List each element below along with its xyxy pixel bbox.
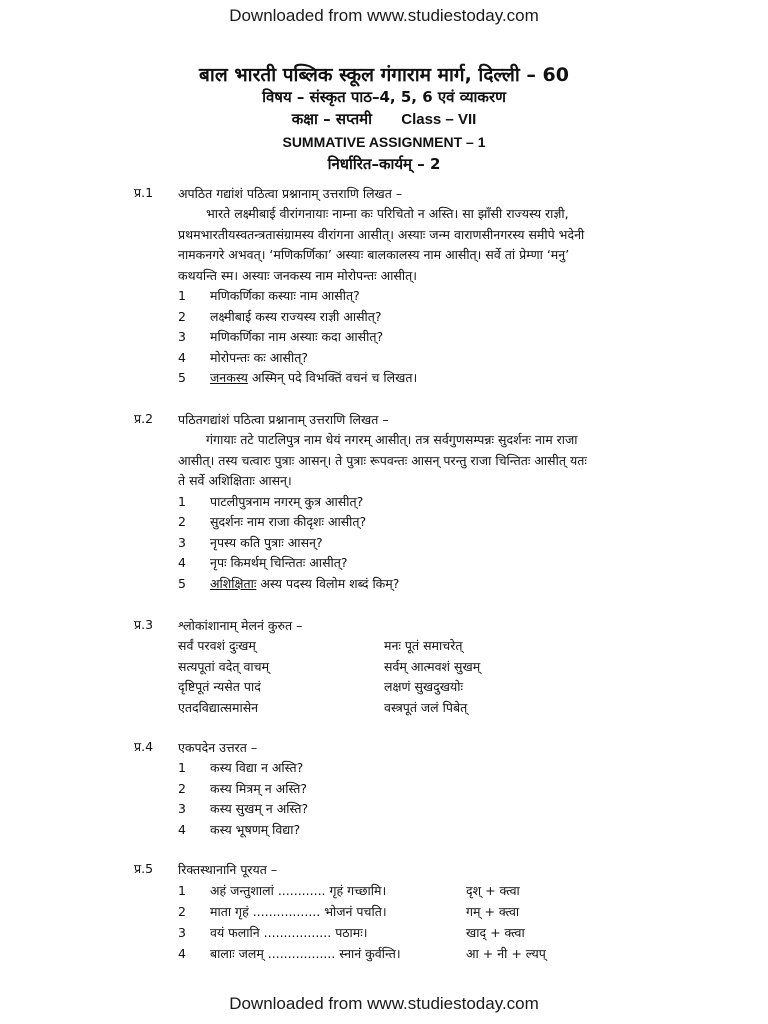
list-item: 1 मणिकर्णिका कस्याः नाम आसीत्? <box>178 288 360 303</box>
passage-line: गंगायाः तटे पाटलिपुत्र नाम धेयं नगरम् आसीत्। तत्र सर्वगुणसम्पन्नः सुदर्शनः नाम राजा <box>206 432 578 447</box>
document-header <box>0 64 768 175</box>
passage-line: नामकनगरे अभवत्। ‘मणिकर्णिका’ अस्याः बालकालस्य नाम आसीत्। सर्वे तां प्रेम्णा ‘मनु’ <box>178 247 570 262</box>
list-item: 1 पाटलीपुत्रनाम नगरम् कुत्र आसीत्? <box>178 493 364 509</box>
fill-blank-row: 3 वयं फलानि ................. पठामः। खाद् + क्त्वा <box>178 925 525 940</box>
list-item: 4 मोरोपन्तः कः आसीत्? <box>178 349 308 365</box>
match-row: सत्यपूतां वदेत् वाचम् सर्वम् आत्मवशं सुखम् <box>178 658 481 674</box>
question-4 <box>134 738 674 840</box>
question-number: प्र.1 <box>134 185 154 200</box>
question-title: एकपदेन उत्तरत – <box>178 740 258 755</box>
list-item: 3 कस्य सुखम् न अस्ति? <box>178 801 309 816</box>
assigned-work-title: निर्धारित–कार्यम् – 2 <box>327 155 441 173</box>
question-title: पठितगद्यांशं पठित्वा प्रश्नानाम् उत्तराणि लिखत – <box>178 412 389 427</box>
match-row: सर्वं परवशं दुःखम् मनः पूतं समाचरेत् <box>178 638 463 653</box>
list-item: 4 कस्य भूषणम् विद्या? <box>178 821 301 837</box>
question-title: रिक्तस्थानानि पूरयत – <box>178 862 278 877</box>
list-item: 2 लक्ष्मीबाई कस्य राज्यस्य राज्ञी आसीत्? <box>178 308 382 324</box>
question-number: प्र.2 <box>134 411 154 426</box>
list-item: 3 नृपस्य कति पुत्राः आसन्? <box>178 534 323 550</box>
list-item: 5 अशिक्षिताः अस्य पदस्य विलोम शब्दं किम्? <box>178 575 400 591</box>
question-1 <box>134 184 674 389</box>
class-line <box>0 108 768 131</box>
match-row: दृष्टिपूतं न्यसेत पादं लक्षणं सुखदुखयोः <box>178 679 463 694</box>
passage-line: भारते लक्ष्मीबाई वीरांगनायाः नाम्ना कः परिचितो न अस्ति। सा झाँसी राज्यस्य राज्ञी, <box>206 206 569 221</box>
passage-line: ते सर्वे अशिक्षिताः आसन्। <box>178 473 292 488</box>
passage <box>178 430 674 492</box>
question-2 <box>134 410 674 594</box>
list-item: 2 कस्य मित्रम् न अस्ति? <box>178 780 308 796</box>
school-name: बाल भारती पब्लिक स्कूल गंगाराम मार्ग, दिल्ली – 60 <box>199 64 569 86</box>
underlined-word: जनकस्य <box>210 370 248 385</box>
class-hindi: कक्षा – सप्तमी <box>291 110 372 128</box>
question-3 <box>134 616 674 718</box>
question-title: अपठित गद्यांशं पठित्वा प्रश्नानाम् उत्तराणि लिखत – <box>178 186 403 201</box>
fill-blank-row: 2 माता गृहं ................. भोजनं पचति। गम् + क्त्वा <box>178 904 520 919</box>
underlined-word: अशिक्षिताः <box>210 575 257 591</box>
question-number: प्र.3 <box>134 617 154 632</box>
question-5 <box>134 860 674 964</box>
passage-line: कथयन्ति स्म। अस्याः जनकस्य नाम मोरोपन्तः आसीत्। <box>178 267 417 283</box>
question-number: प्र.5 <box>134 861 154 876</box>
question-title: श्लोकांशानाम् मेलनं कुरुत – <box>178 618 303 633</box>
list-item: 1 कस्य विद्या न अस्ति? <box>178 760 304 775</box>
class-english: Class – VII <box>401 111 477 128</box>
passage-line: आसीत्। तस्य चत्वारः पुत्राः आसन्। ते पुत्राः रूपवन्तः आसन् परन्तु राजा चिन्तितः आसीत् यतः <box>178 452 587 468</box>
assignment-title: SUMMATIVE ASSIGNMENT – 1 <box>282 134 486 150</box>
subject-line: विषय – संस्कृत पाठ–4, 5, 6 एवं व्याकरण <box>262 88 506 106</box>
list-item: 5 जनकस्य अस्मिन् पदे विभक्तिं वचनं च लिखत। <box>178 370 418 385</box>
download-banner-bottom: Downloaded from www.studiestoday.com <box>229 994 539 1013</box>
fill-blank-row: 1 अहं जन्तुशालां ............ गृहं गच्छामि। दृश् + क्त्वा <box>178 883 520 898</box>
list-item: 4 नृपः किमर्थम् चिन्तितः आसीत्? <box>178 555 348 570</box>
list-item: 2 सुदर्शनः नाम राजा कीदृशः आसीत्? <box>178 514 367 529</box>
passage <box>178 204 674 286</box>
match-row: एतदविद्यात्समासेन वस्त्रपूतं जलं पिबेत् <box>178 699 468 715</box>
download-banner-top: Downloaded from www.studiestoday.com <box>229 6 539 25</box>
question-number: प्र.4 <box>134 739 154 754</box>
passage-line: प्रथमभारतीयस्वतन्त्रतासंग्रामस्य वीरांगना आसीत्। अस्याः जन्म वाराणसीनगरस्य समीपे भदेनी <box>178 226 585 242</box>
list-item: 3 मणिकर्णिका नाम अस्याः कदा आसीत्? <box>178 329 384 344</box>
fill-blank-row: 4 बालाः जलम् ................. स्नानं कुर्वन्ति। आ + नी + ल्यप् <box>178 946 546 961</box>
